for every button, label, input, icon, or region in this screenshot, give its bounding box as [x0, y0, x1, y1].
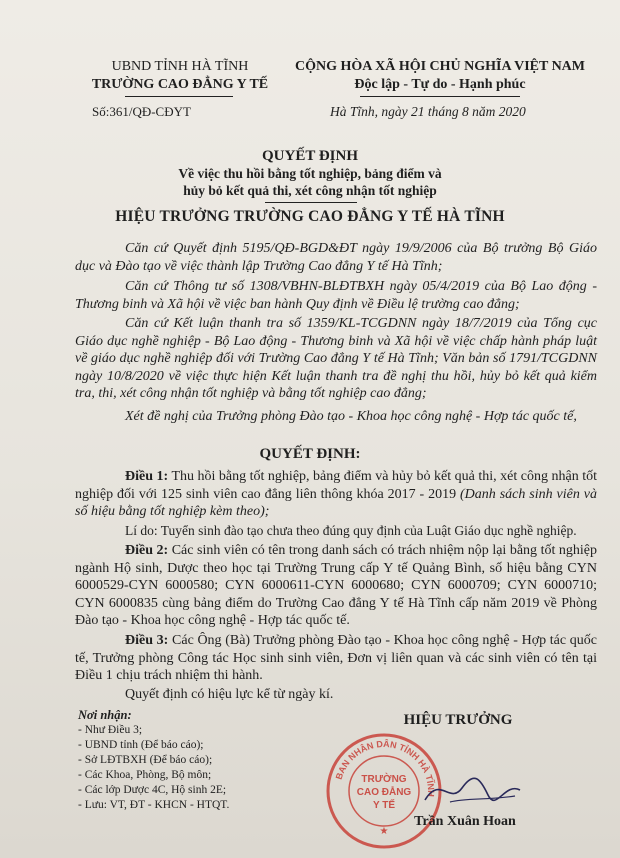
issuing-authority: HIỆU TRƯỞNG TRƯỜNG CAO ĐẲNG Y TẾ HÀ TĨNH	[115, 208, 505, 225]
article-3	[75, 632, 597, 685]
issuer-agency: UBND TỈNH HÀ TĨNH	[111, 59, 249, 74]
article-2-label: Điều 2:	[125, 543, 169, 558]
recipient-item: - Các lớp Dược 4C, Hộ sinh 2E;	[78, 784, 227, 796]
recipient-item: - Sở LĐTBXH (Để báo cáo);	[78, 754, 213, 766]
recipient-item: - Lưu: VT, ĐT - KHCN - HTQT.	[78, 799, 230, 811]
decision-subject-line-1: Về việc thu hồi bằng tốt nghiệp, bảng điểm và	[178, 166, 442, 181]
decision-heading: QUYẾT ĐỊNH	[262, 148, 358, 164]
stamp-ring-text: BAN NHÂN DÂN TỈNH HÀ TĨNH	[333, 738, 437, 798]
stamp-line-2: CAO ĐẲNG	[356, 787, 412, 798]
article-1-note: (Danh sách sinh viên và số hiệu bằng tốt nghiệp kèm theo);	[75, 486, 597, 519]
stamp-line-1: TRƯỜNG	[361, 774, 407, 785]
recipient-item: - UBND tỉnh (Để báo cáo);	[78, 739, 204, 751]
signer-name: Trần Xuân Hoan	[414, 814, 516, 829]
svg-text:★: ★	[379, 826, 389, 837]
article-2	[75, 542, 597, 630]
reason-line: Lí do: Tuyển sinh đào tạo chưa theo đúng quy định của Luật Giáo dục nghề nghiệp.	[125, 523, 577, 538]
recipient-item: - Các Khoa, Phòng, Bộ môn;	[78, 769, 212, 781]
national-title: CỘNG HÒA XÃ HỘI CHỦ NGHĨA VIỆT NAM	[294, 59, 585, 74]
recipients-block	[78, 708, 229, 813]
stamp-line-3: Y TẾ	[372, 800, 396, 811]
basis-paragraph-1: Căn cứ Quyết định 5195/QĐ-BGD&ĐT ngày 19/9/2006 của Bộ trưởng Bộ Giáo dục và Đào tạo về việc thành lập Trường Cao đẳng Y tế Hà Tĩnh;	[75, 241, 597, 274]
issuer-block	[65, 58, 295, 94]
motto-underline	[360, 96, 520, 97]
national-motto: Độc lập - Tự do - Hạnh phúc	[354, 77, 526, 92]
basis-paragraph-4: Xét đề nghị của Trưởng phòng Đào tạo - Khoa học công nghệ - Hợp tác quốc tế,	[125, 409, 577, 424]
article-3-text: Các Ông (Bà) Trưởng phòng Đào tạo - Khoa học công nghệ - Hợp tác quốc tế, Trưởng phòng Công tác Học sinh sinh viên, Đơn vị liên quan và các sinh viên có tên tại Điều 1 chịu trách nhiệm thi hành.	[75, 633, 597, 683]
issuer-school: TRƯỜNG CAO ĐẲNG Y TẾ	[91, 77, 269, 92]
article-1-label: Điều 1:	[125, 469, 169, 484]
issuer-underline	[125, 96, 233, 97]
article-2-text: Các sinh viên có tên trong danh sách có trách nhiệm nộp lại bằng tốt nghiệp ngành Hộ sinh, Dược theo học tại Trường Trung cấp Y tế Quảng Bình, số hiệu bằng CYN 6000529-CYN 6000580; CYN 6000611-CYN 6000680; CYN 6000709; CYN 6000710; CYN 6000835 cùng bảng điểm do Trường Cao đẳng Y tế Hà Tĩnh cấp năm 2019 về Phòng Đào tạo - Khoa học công nghệ - Hợp tác quốc tế.	[75, 543, 597, 628]
effect-clause: Quyết định có hiệu lực kể từ ngày kí.	[125, 687, 334, 702]
document-number: Số:361/QĐ-CĐYT	[92, 104, 191, 119]
handwritten-signature	[420, 770, 530, 810]
document-date: Hà Tĩnh, ngày 21 tháng 8 năm 2020	[330, 104, 526, 119]
article-1	[75, 468, 597, 521]
article-1-text: Thu hồi bằng tốt nghiệp, bảng điểm và hủy bỏ kết quả thi, xét công nhận tốt nghiệp đối với 125 sinh viên cao đẳng liên thông khóa 2017 - 2019	[75, 469, 597, 502]
basis-paragraph-2: Căn cứ Thông tư số 1308/VBHN-BLĐTBXH ngày 05/4/2019 của Bộ Lao động - Thương binh và Xã hội về việc ban hành Quy định về Điều lệ trường cao đẳng;	[75, 279, 597, 312]
recipients-label: Nơi nhận:	[78, 708, 132, 722]
basis-paragraph-3: Căn cứ Kết luận thanh tra số 1359/KL-TCGDNN ngày 18/7/2019 của Tổng cục Giáo dục nghề nghiệp - Bộ Lao động - Thương binh và Xã hội về việc chấp hành pháp luật về giáo dục nghề nghiệp đối với Trường Cao đẳng Y tế Hà Tĩnh; Văn bản số 1791/TCGDNN ngày 10/8/2020 về việc thực hiện Kết luận thanh tra đề nghị thu hồi, hủy bỏ kết quả kiểm tra, thi, xét công nhận tốt nghiệp và bằng tốt nghiệp cao đẳng;	[75, 316, 597, 401]
signer-position: HIỆU TRƯỞNG	[403, 712, 513, 728]
decision-subject-line-2: hủy bỏ kết quả thi, xét công nhận tốt nghiệp	[183, 183, 437, 198]
national-block	[270, 58, 610, 94]
subject-underline	[265, 202, 357, 203]
decision-articles-heading: QUYẾT ĐỊNH:	[259, 446, 361, 462]
article-3-label: Điều 3:	[125, 633, 169, 648]
recipient-item: - Như Điều 3;	[78, 724, 143, 736]
